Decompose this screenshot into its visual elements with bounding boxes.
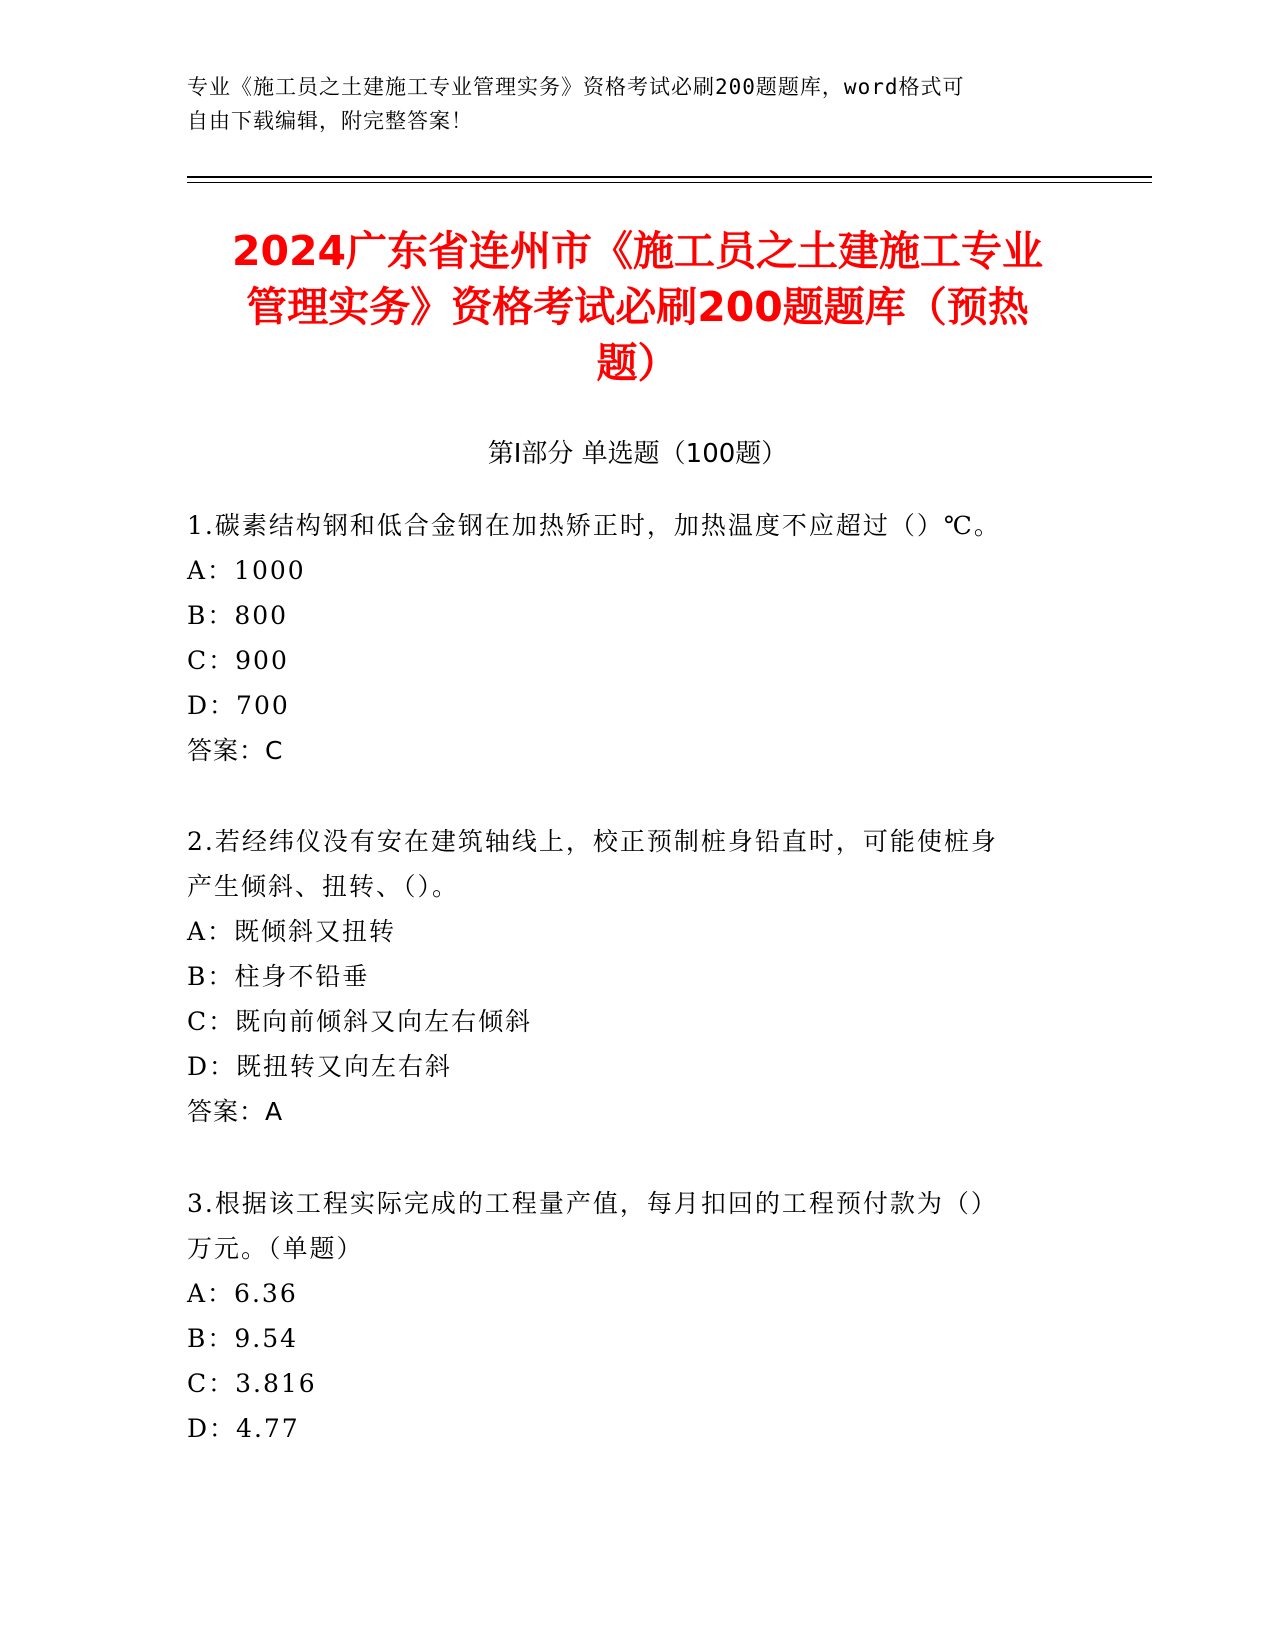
- title-line: 管理实务》资格考试必刷200题题库（预热: [246, 283, 1029, 331]
- option-b: B：800: [187, 601, 289, 630]
- option-c: C：既向前倾斜又向左右倾斜: [187, 1007, 533, 1036]
- header-note-line: 自由下载编辑，附完整答案！: [187, 109, 473, 133]
- question-3: [187, 1181, 1067, 1451]
- option-b: B：柱身不铅垂: [187, 962, 370, 991]
- title-line: 2024广东省连州市《施工员之土建施工专业: [231, 227, 1044, 275]
- option-d: D：既扭转又向左右斜: [187, 1052, 453, 1081]
- option-a: A：既倾斜又扭转: [187, 917, 397, 946]
- title-line: 题）: [596, 339, 679, 387]
- option-d: D：700: [187, 691, 290, 720]
- question-stem: 1.碳素结构钢和低合金钢在加热矫正时，加热温度不应超过（）℃。: [187, 511, 1001, 540]
- option-a: A：1000: [187, 556, 306, 585]
- option-d: D：4.77: [187, 1414, 300, 1443]
- option-c: C：3.816: [187, 1369, 317, 1398]
- header-divider-thick: [187, 176, 1152, 178]
- answer: 答案：C: [187, 736, 284, 765]
- question-stem: 2.若经纬仪没有安在建筑轴线上，校正预制桩身铅直时，可能使桩身: [187, 827, 998, 856]
- question-stem: 3.根据该工程实际完成的工程量产值，每月扣回的工程预付款为（）: [187, 1189, 998, 1218]
- option-c: C：900: [187, 646, 289, 675]
- option-b: B：9.54: [187, 1324, 299, 1353]
- header-divider-thin: [187, 182, 1152, 183]
- question-stem: 产生倾斜、扭转、（）。: [187, 872, 460, 901]
- document-title: [160, 223, 1115, 391]
- question-1: [187, 503, 1067, 773]
- question-2: [187, 819, 1067, 1134]
- answer: 答案：A: [187, 1097, 284, 1126]
- header-note-line: 专业《施工员之土建施工专业管理实务》资格考试必刷200题题库，word格式可: [187, 75, 965, 99]
- header-note: [187, 70, 1067, 138]
- section-heading: 第Ⅰ部分 单选题（100题）: [487, 439, 788, 469]
- question-stem: 万元。（单题）: [187, 1234, 364, 1263]
- option-a: A：6.36: [187, 1279, 298, 1308]
